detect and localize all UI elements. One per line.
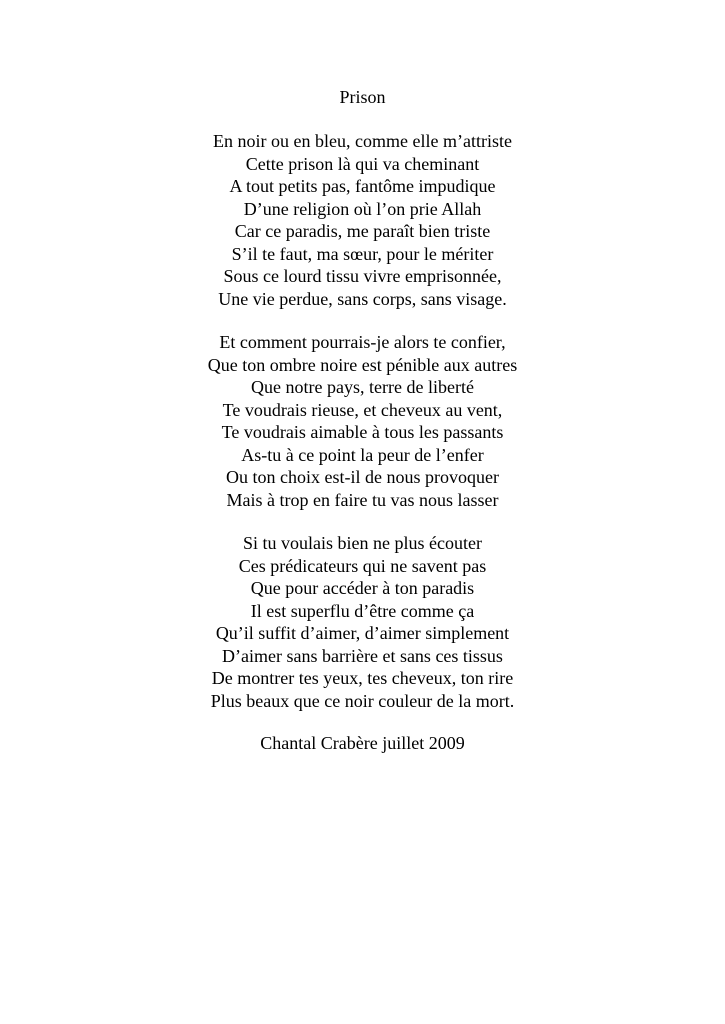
- poem-signature: Chantal Crabère juillet 2009: [260, 733, 465, 753]
- poem-line: S’il te faut, ma sœur, pour le mériter: [231, 243, 494, 264]
- poem-line: Que ton ombre noire est pénible aux autres: [207, 354, 518, 375]
- poem-line: Qu’il suffit d’aimer, d’aimer simplement: [215, 623, 510, 643]
- stanza-2: [0, 331, 725, 511]
- poem-line: Cette prison là qui va cheminant: [245, 153, 480, 174]
- poem-line: Sous ce lourd tissu vivre emprisonnée,: [223, 266, 502, 286]
- poem-title: Prison: [339, 87, 386, 107]
- poem-line: Que pour accéder à ton paradis: [250, 578, 475, 598]
- poem-line: Car ce paradis, me paraît bien triste: [234, 221, 491, 241]
- poem-line: As-tu à ce point la peur de l’enfer: [241, 444, 484, 465]
- poem-line: Mais à trop en faire tu vas nous lasser: [226, 489, 499, 510]
- poem-line: D’une religion où l’on prie Allah: [243, 198, 482, 219]
- stanza-3: [0, 532, 725, 712]
- poem-line: Plus beaux que ce noir couleur de la mort.: [210, 690, 515, 711]
- poem-line: Ces prédicateurs qui ne savent pas: [238, 555, 487, 576]
- poem-line: En noir ou en bleu, comme elle m’attriste: [213, 131, 512, 151]
- poem-line: Il est superflu d’être comme ça: [250, 600, 475, 621]
- poem-line: Une vie perdue, sans corps, sans visage.: [218, 288, 507, 309]
- poem-line: Que notre pays, terre de liberté: [251, 377, 474, 397]
- poem-line: Te voudrais aimable à tous les passants: [221, 422, 504, 442]
- poem-line: A tout petits pas, fantôme impudique: [229, 176, 496, 196]
- poem-line: De montrer tes yeux, tes cheveux, ton rire: [211, 668, 514, 688]
- stanza-1: [0, 130, 725, 310]
- poem-line: D’aimer sans barrière et sans ces tissus: [222, 645, 503, 666]
- poem-line: Si tu voulais bien ne plus écouter: [243, 533, 482, 553]
- poem-line: Te voudrais rieuse, et cheveux au vent,: [222, 399, 503, 420]
- poem-line: Et comment pourrais-je alors te confier,: [219, 332, 506, 352]
- poem-line: Ou ton choix est-il de nous provoquer: [226, 467, 499, 487]
